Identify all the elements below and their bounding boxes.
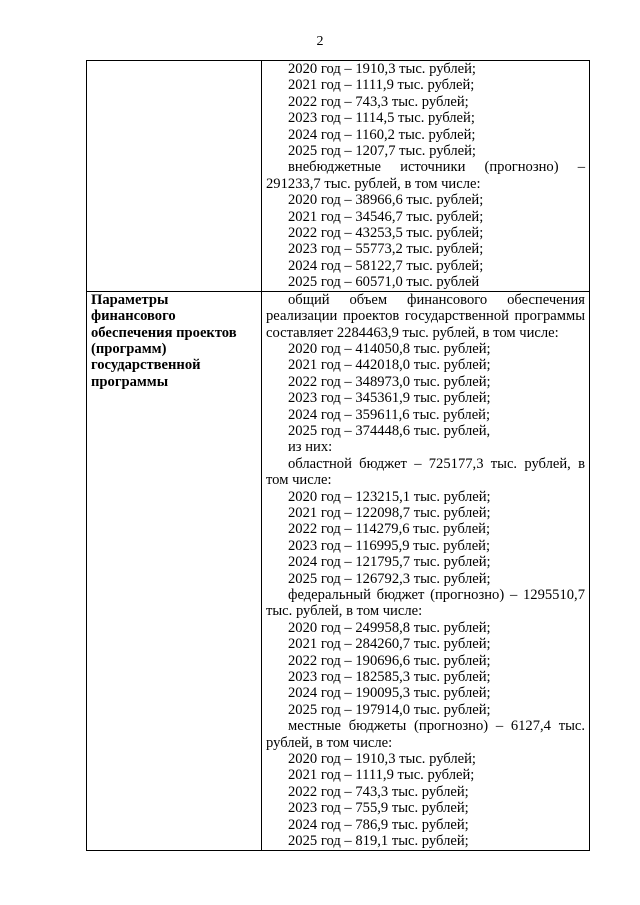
list-item: 2021 год – 284260,7 тыс. рублей; xyxy=(288,636,491,653)
row2-content-cell xyxy=(262,291,590,850)
page-number: 2 xyxy=(316,34,324,49)
list-item: 2025 год – 1207,7 тыс. рублей; xyxy=(288,143,476,160)
list-item: 2022 год – 43253,5 тыс. рублей; xyxy=(288,225,484,242)
list-item: 2024 год – 359611,6 тыс. рублей; xyxy=(288,406,491,423)
list-item: 2022 год – 743,3 тыс. рублей; xyxy=(288,783,469,800)
regional-budget-paragraph: областной бюджет – 725177,3 тыс. рублей, в том числе: xyxy=(266,455,585,489)
list-item: 2023 год – 755,9 тыс. рублей; xyxy=(288,800,469,817)
row2-label-cell xyxy=(87,291,262,850)
list-item: 2023 год – 116995,9 тыс. рублей; xyxy=(288,537,491,554)
list-item: 2021 год – 34546,7 тыс. рублей; xyxy=(288,208,484,225)
total-funding-paragraph: общий объем финансового обеспечения реализации проектов государственной программы составляет 2284463,9 тыс. рублей, в том числе: xyxy=(266,291,585,341)
list-item: 2024 год – 190095,3 тыс. рублей; xyxy=(288,685,491,702)
list-item: 2023 год – 182585,3 тыс. рублей; xyxy=(288,669,491,686)
row2-label-line: обеспечения проектов xyxy=(91,324,237,341)
list-item: 2024 год – 1160,2 тыс. рублей; xyxy=(288,126,476,143)
row2-label-line: Параметры xyxy=(91,291,169,308)
row2-label-line: программы xyxy=(91,373,169,390)
list-item: 2020 год – 414050,8 тыс. рублей; xyxy=(288,340,491,357)
list-item: 2025 год – 819,1 тыс. рублей; xyxy=(288,833,469,850)
row1-label-cell xyxy=(87,61,262,292)
list-item: 2025 год – 60571,0 тыс. рублей xyxy=(288,274,480,291)
local-budget-paragraph: местные бюджеты (прогнозно) – 6127,4 тыс. рублей, в том числе: xyxy=(266,718,585,751)
list-item: 2024 год – 121795,7 тыс. рублей; xyxy=(288,554,491,571)
list-item: 2022 год – 743,3 тыс. рублей; xyxy=(288,93,469,110)
list-item: 2020 год – 249958,8 тыс. рублей; xyxy=(288,619,491,636)
list-item: 2023 год – 345361,9 тыс. рублей; xyxy=(288,390,491,407)
list-item: 2020 год – 123215,1 тыс. рублей; xyxy=(288,488,491,505)
list-item: 2020 год – 1910,3 тыс. рублей; xyxy=(288,61,476,77)
list-item: 2020 год – 38966,6 тыс. рублей; xyxy=(288,192,484,209)
list-item: 2023 год – 1114,5 тыс. рублей; xyxy=(288,110,475,127)
list-item: 2022 год – 348973,0 тыс. рублей; xyxy=(288,373,491,390)
list-item: 2024 год – 786,9 тыс. рублей; xyxy=(288,816,469,833)
federal-budget-paragraph: федеральный бюджет (прогнозно) – 1295510,7 тыс. рублей, в том числе: xyxy=(266,587,585,620)
row2-label-line: государственной xyxy=(91,357,201,374)
row1-content-cell xyxy=(262,61,590,292)
list-item: 2021 год – 1111,9 тыс. рублей; xyxy=(288,767,475,784)
list-item: 2021 год – 442018,0 тыс. рублей; xyxy=(288,357,491,374)
of-them-label: из них: xyxy=(288,439,333,456)
list-item: 2025 год – 374448,6 тыс. рублей, xyxy=(288,422,491,439)
row2-label-line: (программ) xyxy=(91,340,167,357)
list-item: 2021 год – 122098,7 тыс. рублей; xyxy=(288,504,491,521)
program-parameters-table xyxy=(86,60,590,851)
list-item: 2022 год – 114279,6 тыс. рублей; xyxy=(288,521,491,538)
list-item: 2022 год – 190696,6 тыс. рублей; xyxy=(288,652,491,669)
list-item: 2023 год – 55773,2 тыс. рублей; xyxy=(288,241,484,258)
table-row xyxy=(87,61,590,292)
row2-label-line: финансового xyxy=(91,308,176,325)
list-item: 2025 год – 197914,0 тыс. рублей; xyxy=(288,701,491,718)
list-item: 2025 год – 126792,3 тыс. рублей; xyxy=(288,570,491,587)
list-item: 2020 год – 1910,3 тыс. рублей; xyxy=(288,751,476,768)
extrabudgetary-paragraph: внебюджетные источники (прогнозно) – 291233,7 тыс. рублей, в том числе: xyxy=(266,159,585,192)
list-item: 2024 год – 58122,7 тыс. рублей; xyxy=(288,257,484,274)
table-row xyxy=(87,291,590,850)
list-item: 2021 год – 1111,9 тыс. рублей; xyxy=(288,77,475,94)
